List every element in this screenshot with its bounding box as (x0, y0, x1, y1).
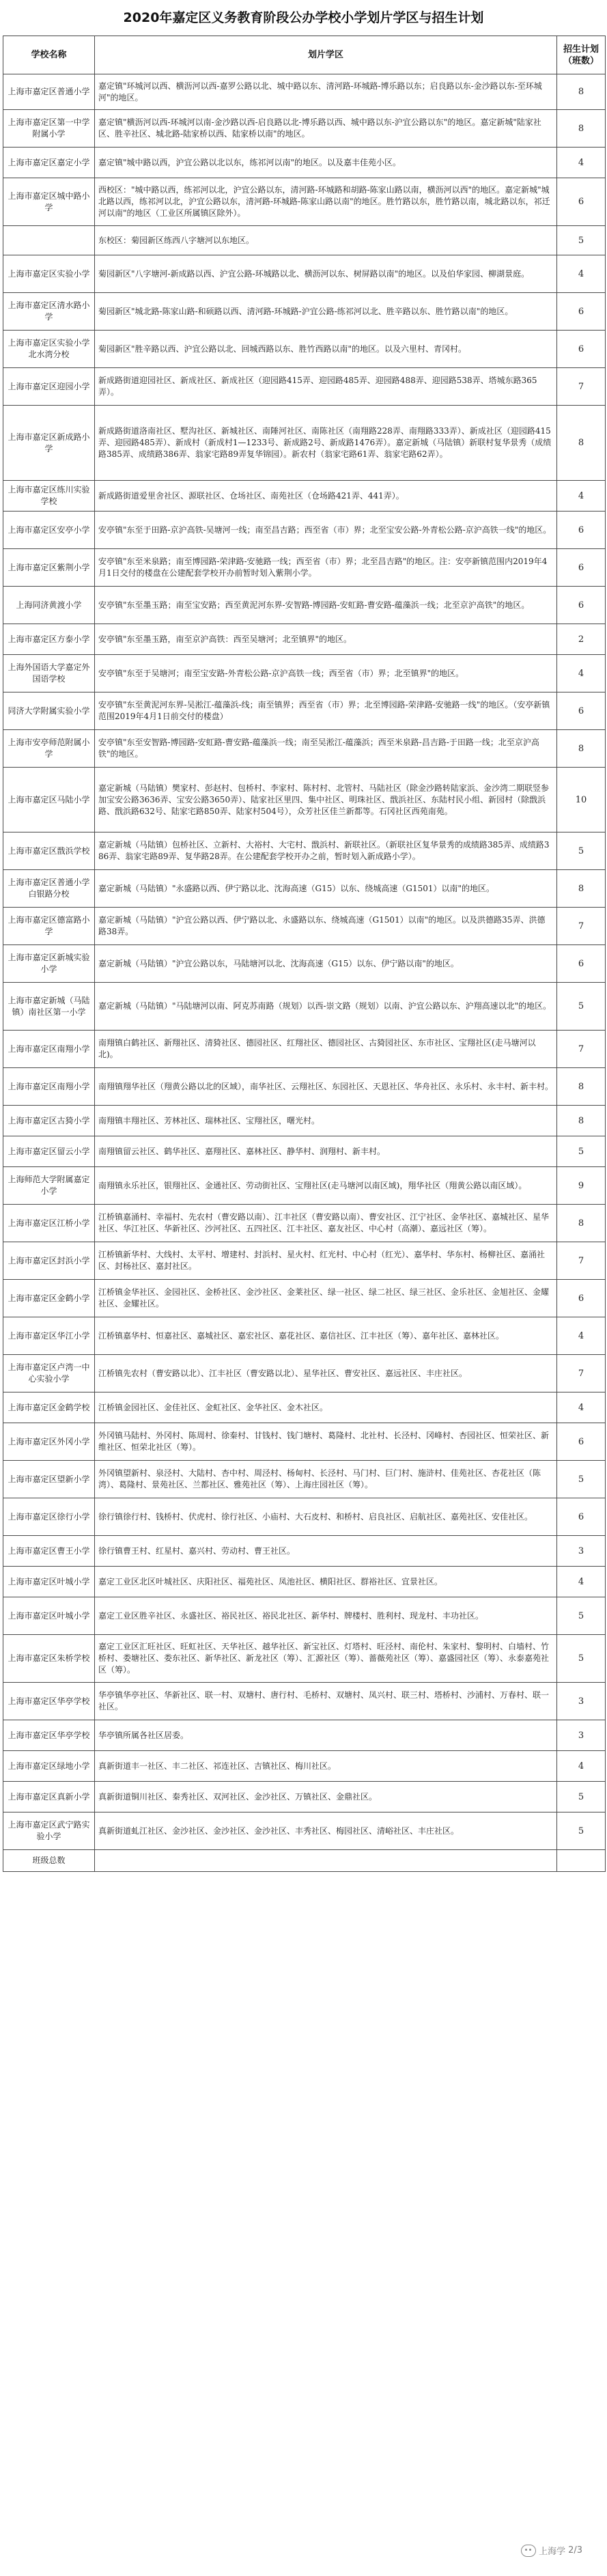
cell-school-name: 上海市嘉定区徐行小学 (3, 1498, 95, 1536)
table-row (3, 74, 606, 110)
cell-school-name: 上海市嘉定区实验小学 (3, 255, 95, 293)
cell-school-name: 上海市嘉定区绿地小学 (3, 1751, 95, 1782)
table-row (3, 1106, 606, 1136)
cell-school-name: 上海市嘉定区金鹤小学 (3, 1280, 95, 1317)
cell-school-name: 上海市嘉定区德富路小学 (3, 908, 95, 945)
cell-class-count: 6 (557, 178, 606, 226)
cell-catchment-area: 真新街道铜川社区、秦秀社区、双河社区、金沙社区、万镇社区、金鼎社区。 (95, 1782, 557, 1812)
cell-school-name: 上海外国语大学嘉定外国语学校 (3, 655, 95, 692)
cell-catchment-area: 安亭镇"东至墨玉路；南至宝安路；西至黄泥河东界-安智路-博园路-安虹路-曹安路-蕴藻浜一线；北至京沪高铁"的地区。 (95, 587, 557, 624)
cell-catchment-area: 华亭镇华亭社区、华新社区、联一村、双塘村、唐行村、毛桥村、双塘村、凤兴村、联三村、塔桥村、沙浦村、万春村、联一社区。 (95, 1683, 557, 1720)
cell-catchment-area: 菊园新区"八字塘河-新成路以西、沪宜公路-环城路以北、横沥河以东、树屏路以南"的地区。以及伯华家园、柳湖景庭。 (95, 255, 557, 293)
cell-catchment-area: 嘉定镇"环城河以西、横沥河以西-嘉罗公路以北、城中路以东、清河路-环城路-博乐路以东；启良路以东-金沙路以东-至环城河"的地区。 (95, 74, 557, 110)
cell-school-name: 上海市嘉定区封浜小学 (3, 1242, 95, 1280)
cell-catchment-area: 南翔镇永乐社区，银翔社区、金通社区、劳动街社区、宝翔社区(走马塘河以南区域)，翔华社区（翔黄公路以南区域）。 (95, 1167, 557, 1205)
table-row (3, 148, 606, 178)
cell-class-count: 6 (557, 293, 606, 331)
table-row (3, 512, 606, 549)
cell-school-name: 上海市嘉定区安亭小学 (3, 512, 95, 549)
cell-catchment-area: 徐行镇曹王村、红星村、嘉兴村、劳动村、曹王社区。 (95, 1536, 557, 1567)
cell-class-count: 2 (557, 624, 606, 655)
cell-catchment-area: 嘉定新城（马陆镇）"沪宜公路以东，马陆塘河以北、沈海高速（G15）以东、伊宁路以南"的地区。 (95, 945, 557, 983)
cell-class-count: 6 (557, 587, 606, 624)
cell-class-count: 5 (557, 1635, 606, 1683)
cell-class-count: 8 (557, 1068, 606, 1106)
cell-catchment-area: 安亭镇"东至米泉路；南至博园路-荣津路-安驰路一线；西至省（市）界；北至昌吉路"的地区。注：安亭新镇范围内2019年4月1日交付的楼盘在公建配套学校开办前暂时划入紫荆小学。 (95, 549, 557, 587)
cell-school-name: 上海市嘉定区新成路小学 (3, 406, 95, 481)
cell-catchment-area: 江桥镇先农村（曹安路以北）、江丰社区（曹安路以北）、星华社区、曹安社区、嘉远社区、丰庄社区。 (95, 1355, 557, 1392)
cell-school-name: 上海市嘉定区南翔小学 (3, 1031, 95, 1068)
document-title: 2020年嘉定区义务教育阶段公办学校小学划片学区与招生计划 (123, 10, 484, 25)
table-row (3, 1782, 606, 1812)
cell-school-name: 上海市嘉定区曹王小学 (3, 1536, 95, 1567)
cell-catchment-area: 江桥镇金园社区、金佳社区、金虹社区、金华社区、金木社区。 (95, 1392, 557, 1423)
table-row (3, 178, 606, 226)
cell-class-count: 5 (557, 832, 606, 870)
cell-catchment-area: 徐行镇徐行村、钱桥村、伏虎村、徐行社区、小庙村、大石皮村、和桥村、启良社区、启航社区、嘉苑社区、安佳社区。 (95, 1498, 557, 1536)
cell-school-name: 上海市嘉定区方泰小学 (3, 624, 95, 655)
cell-class-count: 4 (557, 1317, 606, 1355)
cell-school-name: 上海市嘉定区华江小学 (3, 1317, 95, 1355)
cell-school-name: 上海市嘉定区叶城小学 (3, 1597, 95, 1635)
cell-catchment-area: 新成路街道迎园社区、新成社区、新成社区（迎园路415弄、迎园路485弄、迎园路488弄、迎园路538弄、塔城东路365弄）。 (95, 368, 557, 406)
watermark (521, 2544, 582, 2557)
page-mark: 2/3 (568, 2545, 582, 2556)
cell-class-count: 4 (557, 148, 606, 178)
cell-catchment-area: 江桥镇嘉华村、恒嘉社区、嘉城社区、嘉宏社区、嘉花社区、嘉信社区、江丰社区（筹）、嘉年社区、嘉林社区。 (95, 1317, 557, 1355)
cell-catchment-area: 菊园新区"胜辛路以西、沪宜公路以北、回城西路以东、胜竹西路以南"的地区。以及六里村、青冈村。 (95, 331, 557, 368)
table-row (3, 1392, 606, 1423)
enrollment-table (3, 36, 606, 1872)
cell-school-name: 上海市安亭师范附属小学 (3, 730, 95, 768)
header-school: 学校名称 (3, 36, 95, 74)
cell-catchment-area: 南翔镇白鹤社区、新翔社区、清猗社区、德园社区、红翔社区、德园社区、古猗园社区、东市社区、宝翔社区(走马塘河以北)。 (95, 1031, 557, 1068)
cell-catchment-area: 江桥镇金华社区、金园社区、金桥社区、金沙社区、金莱社区、绿一社区、绿二社区、绿三社区、金乐社区、金旭社区、金耀社区、金耀社区。 (95, 1280, 557, 1317)
cell-catchment-area: 新成路街道爱里舍社区、源联社区、仓场社区、南苑社区（仓场路421弄、441弄）。 (95, 481, 557, 512)
cell-class-count: 10 (557, 768, 606, 832)
total-value (557, 1850, 606, 1872)
header-area: 划片学区 (95, 36, 557, 74)
cell-class-count: 4 (557, 481, 606, 512)
cell-catchment-area: 安亭镇"东至黄泥河东界-吴淞江-蕴藻浜-线；南至镇界；西至省（市）界；北至博园路-荣津路-安驰路一线"的地区。（安亭新镇范围2019年4月1日前交付的楼盘） (95, 692, 557, 730)
total-blank (95, 1850, 557, 1872)
cell-catchment-area: 嘉定镇"城中路以西，沪宜公路以北以东，练祁河以南"的地区。以及嘉丰佳苑小区。 (95, 148, 557, 178)
cell-school-name (3, 226, 95, 255)
cell-school-name: 上海市嘉定区叶城小学 (3, 1567, 95, 1597)
table-row (3, 692, 606, 730)
cell-school-name: 上海市嘉定区紫荆小学 (3, 549, 95, 587)
cell-school-name: 上海市嘉定区金鹤学校 (3, 1392, 95, 1423)
cell-class-count: 6 (557, 512, 606, 549)
cell-catchment-area: 西校区："城中路以西，练祁河以北，沪宜公路以东，清河路-环城路和胡路-陈家山路以南，横沥河以西"的地区。嘉定新城"城北路以西，练祁河以北，沪宜公路以东，清河路-环城路-陈家山路以南"的地区。胜竹路以东，胜竹路以南，城北路以东，祁迁河以南"的地区（工业区所属镇区除外）。 (95, 178, 557, 226)
table-row (3, 1317, 606, 1355)
table-row (3, 1751, 606, 1782)
cell-school-name: 上海市嘉定区迎园小学 (3, 368, 95, 406)
cell-school-name: 上海市嘉定区新城实验小学 (3, 945, 95, 983)
cell-class-count: 5 (557, 226, 606, 255)
cell-class-count: 8 (557, 1106, 606, 1136)
cell-class-count: 8 (557, 110, 606, 148)
table-row (3, 655, 606, 692)
cell-class-count: 6 (557, 549, 606, 587)
cell-class-count: 3 (557, 1720, 606, 1751)
watermark-text: 上海学 (539, 2547, 566, 2557)
table-row (3, 331, 606, 368)
table-row (3, 908, 606, 945)
table-row (3, 1536, 606, 1567)
cell-catchment-area: 新成路街道洛南社区、墅沟社区、新城社区、南陲河社区、南陈社区（南翔路228弄、南翔路333弄）、新成社区（迎园路415弄、迎园路485弄）、新成村（新成村1—1233号、新成路2号、新成路1476弄）。嘉定新城（马陆镇）新联村复华景秀（成绩路385弄、成绩路386弄、翁家宅路89弄复华锦园）。新农村（翁家宅路61弄、翁家宅路62弄）。 (95, 406, 557, 481)
table-row (3, 1812, 606, 1850)
cell-catchment-area: 安亭镇"东至于田路-京沪高铁-吴塘河一线；南至昌吉路；西至省（市）界；北至宝安公路-外青松公路-京沪高铁一线"的地区。 (95, 512, 557, 549)
cell-catchment-area: 江桥镇新华村、大线村、太平村、增建村、封浜村、星火村、红光村、中心村（红光）、嘉华村、华东村、杨柳社区、嘉涌社区、封杨社区、嘉封社区。 (95, 1242, 557, 1280)
cell-catchment-area: 南翔镇丰翔社区、芳林社区、瑞林社区、宝翔社区，曙光村。 (95, 1106, 557, 1136)
table-row (3, 1567, 606, 1597)
table-row (3, 1461, 606, 1498)
cell-school-name: 同济大学附属实验小学 (3, 692, 95, 730)
cell-catchment-area: 嘉定新城（马陆镇）"马陆塘河以南、阿克苏南路（规划）以西-崇文路（规划）以南、沪宜公路以东、沪翔高速以北"的地区。 (95, 983, 557, 1031)
table-row (3, 1635, 606, 1683)
total-label: 班级总数 (3, 1850, 95, 1872)
cell-school-name: 上海市嘉定区练川实验学校 (3, 481, 95, 512)
cell-class-count: 5 (557, 1597, 606, 1635)
cell-class-count: 4 (557, 1567, 606, 1597)
cell-class-count: 7 (557, 368, 606, 406)
cell-class-count: 4 (557, 655, 606, 692)
cell-catchment-area: 江桥镇嘉涌村、幸福村、先农村（曹安路以南）、江丰社区（曹安路以南）、曹安社区、江宁社区、金华社区、嘉城社区、星华社区、华江社区、华新社区、沙河社区、五四社区、江丰社区、嘉友社区、中心村（高潮）、嘉远社区（筹）。 (95, 1205, 557, 1242)
table-row (3, 255, 606, 293)
table-header-row (3, 36, 606, 74)
cell-catchment-area: 南翔镇翔华社区（翔黄公路以北的区域），南华社区、云翔社区、东园社区、天恩社区、华舟社区、永乐村、永丰村、新丰村。 (95, 1068, 557, 1106)
cell-school-name: 上海市嘉定区戬浜学校 (3, 832, 95, 870)
cell-school-name: 上海市嘉定区华亭学校 (3, 1683, 95, 1720)
cell-class-count: 3 (557, 1683, 606, 1720)
cell-catchment-area: 外冈镇望新村、泉泾村、大陆村、杏中村、周泾村、杨甸村、长泾村、马门村、巨门村、施浒村、佳苑社区、杏花社区（陈湾）、葛隆村、景苑社区、兰都社区、雅苑社区（筹）、上海庄园社区（筹）。 (95, 1461, 557, 1498)
cell-school-name: 上海市嘉定区真新小学 (3, 1782, 95, 1812)
cell-school-name: 上海市嘉定区武宁路实验小学 (3, 1812, 95, 1850)
cell-catchment-area: 菊园新区"城北路-陈家山路-和硕路以西、清河路-环城路-沪宜公路-练祁河以北、胜辛路以东、胜竹路以南"的地区。 (95, 293, 557, 331)
cell-catchment-area: 嘉定新城（马陆镇）"永盛路以西、伊宁路以北、沈海高速（G15）以东、绕城高速（G1501）以南"的地区。 (95, 870, 557, 908)
cell-school-name: 上海市嘉定新城（马陆镇）南社区第一小学 (3, 983, 95, 1031)
cell-catchment-area: 真新街道虬江社区、金沙社区、金沙社区、金沙社区、丰秀社区、梅园社区、清峪社区、丰庄社区。 (95, 1812, 557, 1850)
cell-class-count: 6 (557, 1423, 606, 1461)
cell-class-count: 6 (557, 692, 606, 730)
cell-school-name: 上海市嘉定区嘉定小学 (3, 148, 95, 178)
cell-school-name: 上海市嘉定区江桥小学 (3, 1205, 95, 1242)
cell-school-name: 上海市嘉定区普通小学 (3, 74, 95, 110)
table-row (3, 945, 606, 983)
table-row (3, 1031, 606, 1068)
cell-class-count: 5 (557, 983, 606, 1031)
cell-class-count: 5 (557, 1461, 606, 1498)
cell-class-count: 8 (557, 74, 606, 110)
table-row (3, 1423, 606, 1461)
cell-class-count: 7 (557, 1355, 606, 1392)
cell-class-count: 7 (557, 908, 606, 945)
cell-school-name: 上海市嘉定区望新小学 (3, 1461, 95, 1498)
table-row (3, 1280, 606, 1317)
cell-catchment-area: 东校区：菊园新区练西八字塘河以东地区。 (95, 226, 557, 255)
table-row (3, 983, 606, 1031)
table-row (3, 1498, 606, 1536)
cell-school-name: 上海市嘉定区留云小学 (3, 1136, 95, 1167)
cell-school-name: 上海市嘉定区外冈小学 (3, 1423, 95, 1461)
table-row (3, 587, 606, 624)
table-row (3, 624, 606, 655)
cell-catchment-area: 嘉定工业区汇旺社区、旺虹社区、天华社区、越华社区、新宝社区、灯塔村、旺泾村、南伦村、朱家村、黎明村、白墙村、竹桥村、娄塘社区、娄东社区、新华社区、新龙社区（筹）、汇源社区（筹）、蔷薇苑社区（筹）、嘉盛园社区（筹）、永泰嘉苑社区（筹）。 (95, 1635, 557, 1683)
table-row (3, 1068, 606, 1106)
cell-class-count: 3 (557, 1536, 606, 1567)
table-row (3, 870, 606, 908)
table-row (3, 226, 606, 255)
table-row (3, 549, 606, 587)
total-row (3, 1850, 606, 1872)
cell-catchment-area: 嘉定新城（马陆镇）樊家村、彭赵村、包桥村、李家村、陈村村、北管村、马陆社区（除金沙路转陆家浜、金沙湾二期联竖参加宝安公路3636弄、宝安公路3650弄）、陆家社区里四、集中社区、明珠社区、戬浜社区、东陆村民小组、新园村（除戬浜路、戬浜路632号、陆家宅路850弄、陆家村504号），众芳社区佳兰新都等。石冈社区西苑南苑。 (95, 768, 557, 832)
cell-catchment-area: 嘉定新城（马陆镇）包桥社区、立新村、大裕村、大宅村、戬浜村、新联社区。（新联社区复华景秀的成绩路385弄、成绩路386弄、翁家宅路89弄、复华路28弄。在公建配套学校开办之前，暂时划入新成路小学）。 (95, 832, 557, 870)
cell-school-name: 上海市嘉定区城中路小学 (3, 178, 95, 226)
table-row (3, 1720, 606, 1751)
cell-class-count: 8 (557, 730, 606, 768)
cell-class-count: 4 (557, 1392, 606, 1423)
table-row (3, 730, 606, 768)
cell-class-count: 5 (557, 1136, 606, 1167)
cell-catchment-area: 安亭镇"东至墨玉路，南至京沪高铁：西至吴塘河；北至镇界"的地区。 (95, 624, 557, 655)
table-row (3, 481, 606, 512)
table-row (3, 110, 606, 148)
cell-class-count: 5 (557, 1812, 606, 1850)
cell-catchment-area: 华亭镇所属各社区居委。 (95, 1720, 557, 1751)
cell-catchment-area: 外冈镇马陆村、外冈村、陈周村、徐秦村、甘钱村、钱门塘村、葛隆村、北社村、长泾村、冈峰村、杏园社区、恒荣社区、新维社区、恒荣北社区（筹）。 (95, 1423, 557, 1461)
cell-catchment-area: 嘉定镇"横沥河以西-环城河以南-金沙路以西-启良路以北-博乐路以西、城中路以东-沪宜公路以东"的地区。嘉定新城"陆家社区、胜辛社区、城北路-陆家桥以西、陆家桥以南"的地区。 (95, 110, 557, 148)
cell-class-count: 8 (557, 406, 606, 481)
cell-class-count: 7 (557, 1242, 606, 1280)
cell-class-count: 5 (557, 1782, 606, 1812)
cell-class-count: 4 (557, 1751, 606, 1782)
cell-school-name: 上海市嘉定区普通小学白银路分校 (3, 870, 95, 908)
cell-class-count: 8 (557, 1205, 606, 1242)
cell-catchment-area: 嘉定新城（马陆镇）"沪宜公路以西、伊宁路以北、永盛路以东、绕城高速（G1501）以南"的地区。以及洪德路35弄、洪德路38弄。 (95, 908, 557, 945)
cell-school-name: 上海师范大学附属嘉定小学 (3, 1167, 95, 1205)
cell-school-name: 上海市嘉定区华亭学校 (3, 1720, 95, 1751)
cell-catchment-area: 安亭镇"东至于吴塘河；南至宝安路-外青松公路-京沪高铁一线；西至省（市）界；北至镇界"的地区。 (95, 655, 557, 692)
cell-class-count: 6 (557, 1280, 606, 1317)
table-body (3, 74, 606, 1872)
cell-school-name: 上海市嘉定区南翔小学 (3, 1068, 95, 1106)
table-row (3, 1205, 606, 1242)
cell-catchment-area: 安亭镇"东至安智路-博园路-安虹路-曹安路-蕴藻浜一线；南至吴淞江-蕴藻浜；西至米泉路-昌吉路-于田路一线；北至京沪高铁"的地区。 (95, 730, 557, 768)
table-row (3, 1167, 606, 1205)
table-row (3, 368, 606, 406)
table-row (3, 1597, 606, 1635)
table-row (3, 293, 606, 331)
table-row (3, 768, 606, 832)
cell-school-name: 上海市嘉定区实验小学北水湾分校 (3, 331, 95, 368)
cell-school-name: 上海同济黄渡小学 (3, 587, 95, 624)
cell-school-name: 上海市嘉定区古猗小学 (3, 1106, 95, 1136)
table-row (3, 1136, 606, 1167)
cell-class-count: 6 (557, 1498, 606, 1536)
wechat-icon (521, 2545, 536, 2557)
cell-school-name: 上海市嘉定区卢湾一中心实验小学 (3, 1355, 95, 1392)
cell-school-name: 上海市嘉定区第一中学附属小学 (3, 110, 95, 148)
cell-class-count: 6 (557, 945, 606, 983)
header-plan: 招生计划（班数） (557, 36, 606, 74)
cell-catchment-area: 真新街道丰一社区、丰二社区、祁连社区、吉镇社区、梅川社区。 (95, 1751, 557, 1782)
cell-school-name: 上海市嘉定区马陆小学 (3, 768, 95, 832)
cell-class-count: 9 (557, 1167, 606, 1205)
table-row (3, 832, 606, 870)
cell-class-count: 6 (557, 331, 606, 368)
cell-class-count: 7 (557, 1031, 606, 1068)
cell-catchment-area: 南翔镇留云社区、鹤华社区、嘉翔社区、嘉林社区、静华村、润翔村、新丰村。 (95, 1136, 557, 1167)
cell-catchment-area: 嘉定工业区北区叶城社区、庆阳社区、福苑社区、凤池社区、横阳社区、群裕社区、宜景社区。 (95, 1567, 557, 1597)
table-row (3, 1242, 606, 1280)
cell-school-name: 上海市嘉定区朱桥学校 (3, 1635, 95, 1683)
cell-school-name: 上海市嘉定区清水路小学 (3, 293, 95, 331)
cell-class-count: 8 (557, 870, 606, 908)
table-row (3, 1355, 606, 1392)
table-row (3, 406, 606, 481)
cell-catchment-area: 嘉定工业区胜辛社区、永盛社区、裕民社区、裕民北社区、新华村、牌楼村、胜利村、现龙村、丰功社区。 (95, 1597, 557, 1635)
cell-class-count: 4 (557, 255, 606, 293)
table-row (3, 1683, 606, 1720)
